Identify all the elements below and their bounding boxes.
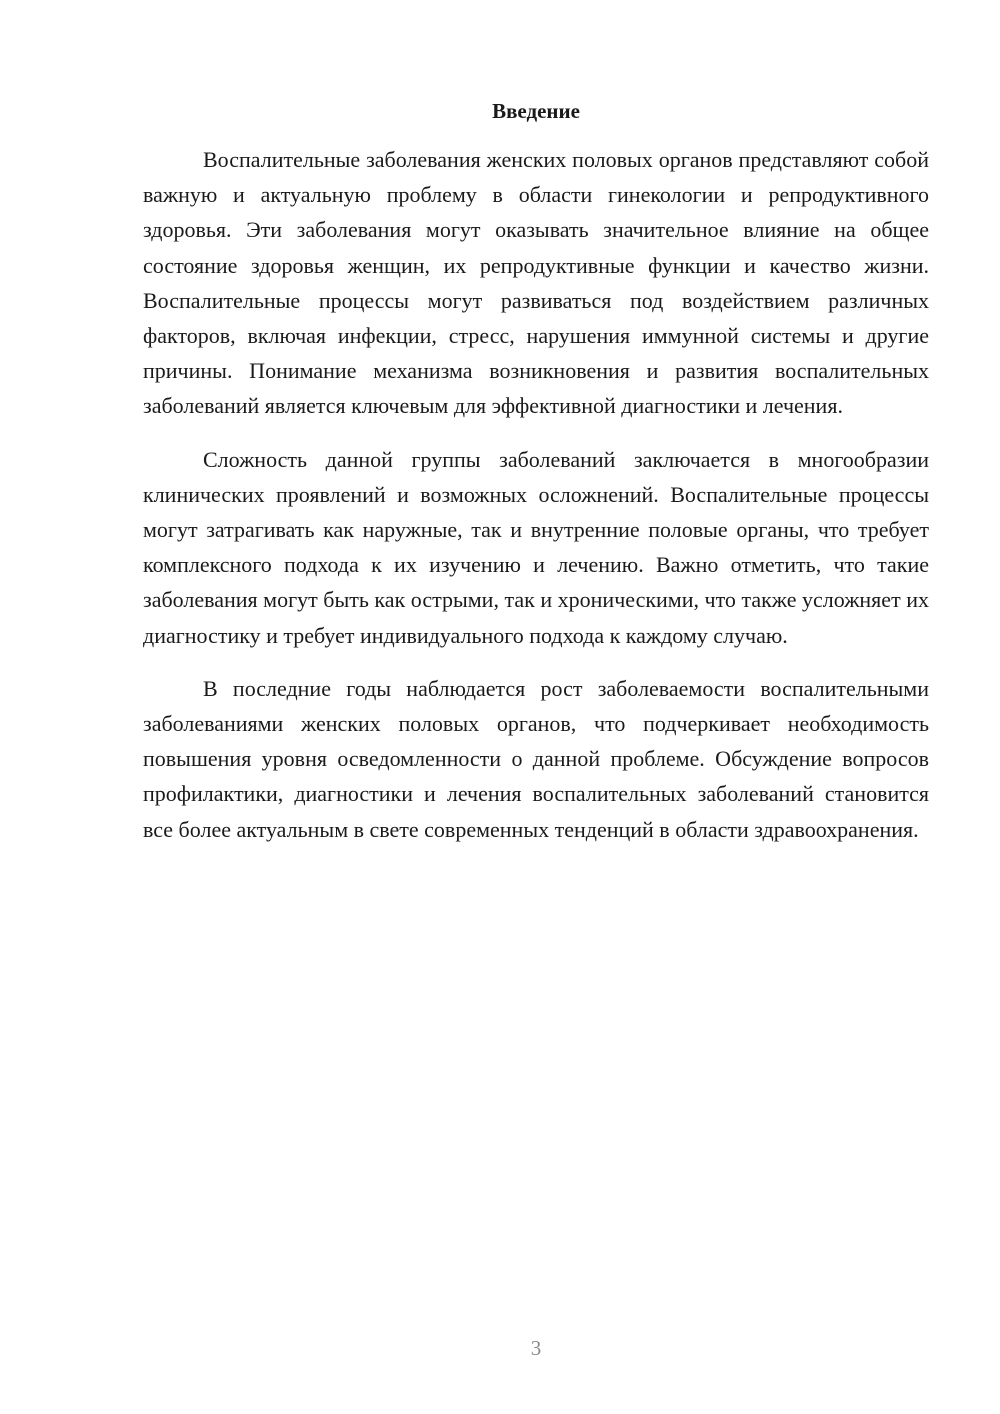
page-number: 3 [530, 1336, 542, 1360]
paragraph-1: Воспалительные заболевания женских половых органов представляют собой важную и актуальную проблему в области гинекологии и репродуктивного здоровья. Эти заболевания могут оказывать значительное влияние на общее состояние здоровья женщин, их репродуктивные функции и качество жизни. Воспалительные процессы могут развиваться под воздействием различных факторов, включая инфекции, стресс, нарушения иммунной системы и другие причины. Понимание механизма возникновения и развития воспалительных заболеваний является ключевым для эффективной диагностики и лечения. [143, 147, 929, 419]
paragraph-3: В последние годы наблюдается рост заболеваемости воспалительными заболеваниями женских половых органов, что подчеркивает необходимость повышения уровня осведомленности о данной проблеме. Обсуждение вопросов профилактики, диагностики и лечения воспалительных заболеваний становится все более актуальным в свете современных тенденций в области здравоохранения. [143, 675, 929, 842]
section-heading: Введение [492, 99, 580, 123]
paragraph-2: Сложность данной группы заболеваний заключается в многообразии клинических проявлений и возможных осложнений. Воспалительные процессы могут затрагивать как наружные, так и внутренние половые органы, что требует комплексного подхода к их изучению и лечению. Важно отметить, что такие заболевания могут быть как острыми, так и хроническими, что также усложняет их диагностику и требует индивидуального подхода к каждому случаю. [143, 446, 929, 648]
body-text [143, 142, 929, 847]
